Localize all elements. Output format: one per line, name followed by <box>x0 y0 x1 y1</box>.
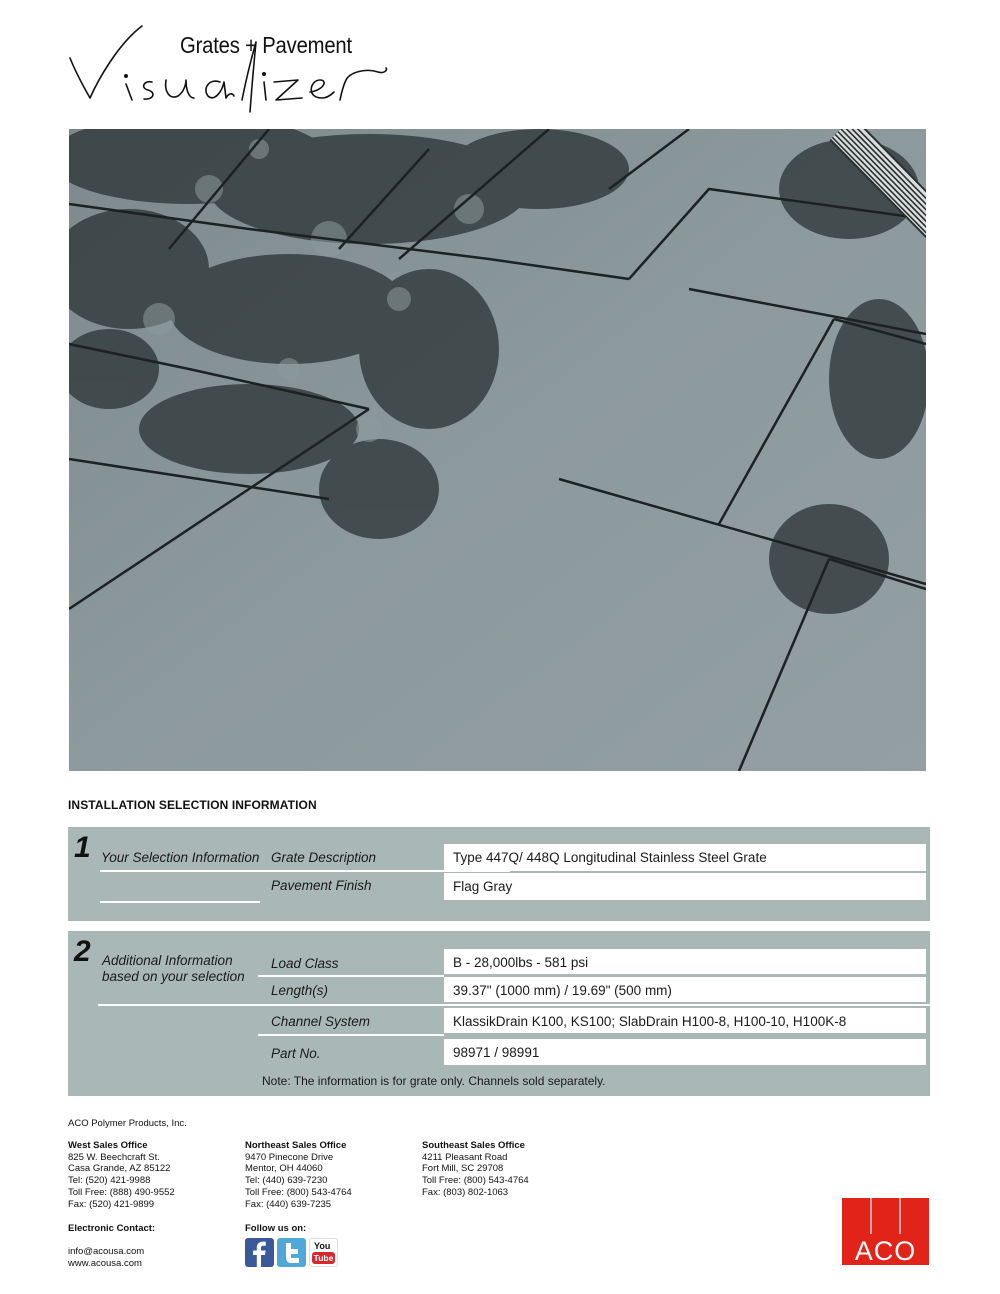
northeast-address-line: 9470 Pinecone Drive <box>245 1151 334 1163</box>
part-no-label: Part No. <box>271 1046 321 1061</box>
pavement-finish-value: Flag Gray <box>444 873 926 900</box>
logo-subtitle: Grates + Pavement <box>180 32 352 58</box>
west-address-line: 825 W. Beechcraft St. <box>68 1151 160 1163</box>
southeast-city-line: Fort Mill, SC 29708 <box>422 1163 504 1175</box>
contact-website[interactable]: www.acousa.com <box>68 1258 142 1269</box>
lengths-label: Length(s) <box>271 983 329 998</box>
facebook-icon[interactable] <box>245 1238 274 1267</box>
youtube-icon[interactable] <box>309 1238 338 1267</box>
southeast-address-line: 4211 Pleasant Road <box>422 1151 508 1163</box>
northeast-fax: Fax: (440) 639-7235 <box>245 1198 332 1210</box>
divider <box>98 1004 930 1006</box>
youtube-text-tube: Tube <box>313 1253 334 1263</box>
facebook-glyph <box>245 1238 274 1267</box>
panel-heading-line1: Additional Information <box>102 953 233 968</box>
electronic-contact-title: Electronic Contact: <box>68 1223 156 1234</box>
divider <box>258 975 444 977</box>
twitter-icon[interactable] <box>277 1238 306 1267</box>
panel-heading-line2: based on your selection <box>102 969 245 984</box>
channel-system-value: KlassikDrain K100, KS100; SlabDrain H100-8, H100-10, H100K-8 <box>444 1008 926 1033</box>
channel-system-label: Channel System <box>271 1014 371 1029</box>
part-no-value: 98971 / 98991 <box>444 1039 926 1065</box>
northeast-toll-free: Toll Free: (800) 543-4764 <box>245 1186 352 1198</box>
west-office-title: West Sales Office <box>68 1140 148 1151</box>
west-fax: Fax: (520) 421-9899 <box>68 1198 155 1210</box>
divider <box>100 901 260 903</box>
follow-us-title: Follow us on: <box>245 1223 307 1234</box>
visualizer-logo <box>66 22 396 117</box>
selection-panel <box>68 827 930 921</box>
grate-description-value: Type 447Q/ 448Q Longitudinal Stainless Steel Grate <box>444 844 926 871</box>
company-name: ACO Polymer Products, Inc. <box>68 1118 187 1129</box>
additional-info-panel <box>68 931 930 1096</box>
west-tel: Tel: (520) 421-9988 <box>68 1175 151 1187</box>
west-toll-free: Toll Free: (888) 490-9552 <box>68 1186 175 1198</box>
grate-note: Note: The information is for grate only. Channels sold separately. <box>262 1074 606 1088</box>
lengths-value: 39.37" (1000 mm) / 19.69" (500 mm) <box>444 977 926 1002</box>
youtube-text-you: You <box>314 1241 331 1251</box>
load-class-value: B - 28,000lbs - 581 psi <box>444 949 926 974</box>
grate-description-label: Grate Description <box>271 850 377 865</box>
panel-number: 1 <box>74 831 91 864</box>
load-class-label: Load Class <box>271 956 339 971</box>
divider <box>258 1034 444 1036</box>
northeast-tel: Tel: (440) 639-7230 <box>245 1175 328 1187</box>
southeast-toll-free: Toll Free: (800) 543-4764 <box>422 1175 529 1187</box>
northeast-office <box>245 1140 352 1210</box>
paving-drain-photo <box>69 129 926 771</box>
pavement-finish-label: Pavement Finish <box>271 878 372 893</box>
twitter-glyph <box>277 1238 306 1267</box>
section-title: INSTALLATION SELECTION INFORMATION <box>68 798 317 812</box>
west-office <box>68 1140 175 1210</box>
southeast-fax: Fax: (803) 802-1063 <box>422 1186 509 1198</box>
aco-logo <box>842 1198 929 1265</box>
west-city-line: Casa Grande, AZ 85122 <box>68 1163 171 1175</box>
northeast-city-line: Mentor, OH 44060 <box>245 1163 323 1175</box>
southeast-office <box>422 1140 529 1199</box>
southeast-office-title: Southeast Sales Office <box>422 1140 525 1151</box>
aco-logo-text: ACO <box>854 1236 917 1265</box>
contact-email[interactable]: info@acousa.com <box>68 1246 145 1257</box>
paving-with-drain-photo <box>69 129 926 771</box>
panel-number: 2 <box>74 935 91 968</box>
northeast-office-title: Northeast Sales Office <box>245 1140 347 1151</box>
aco-brand-mark <box>842 1198 929 1265</box>
panel-heading: Your Selection Information <box>101 850 260 865</box>
